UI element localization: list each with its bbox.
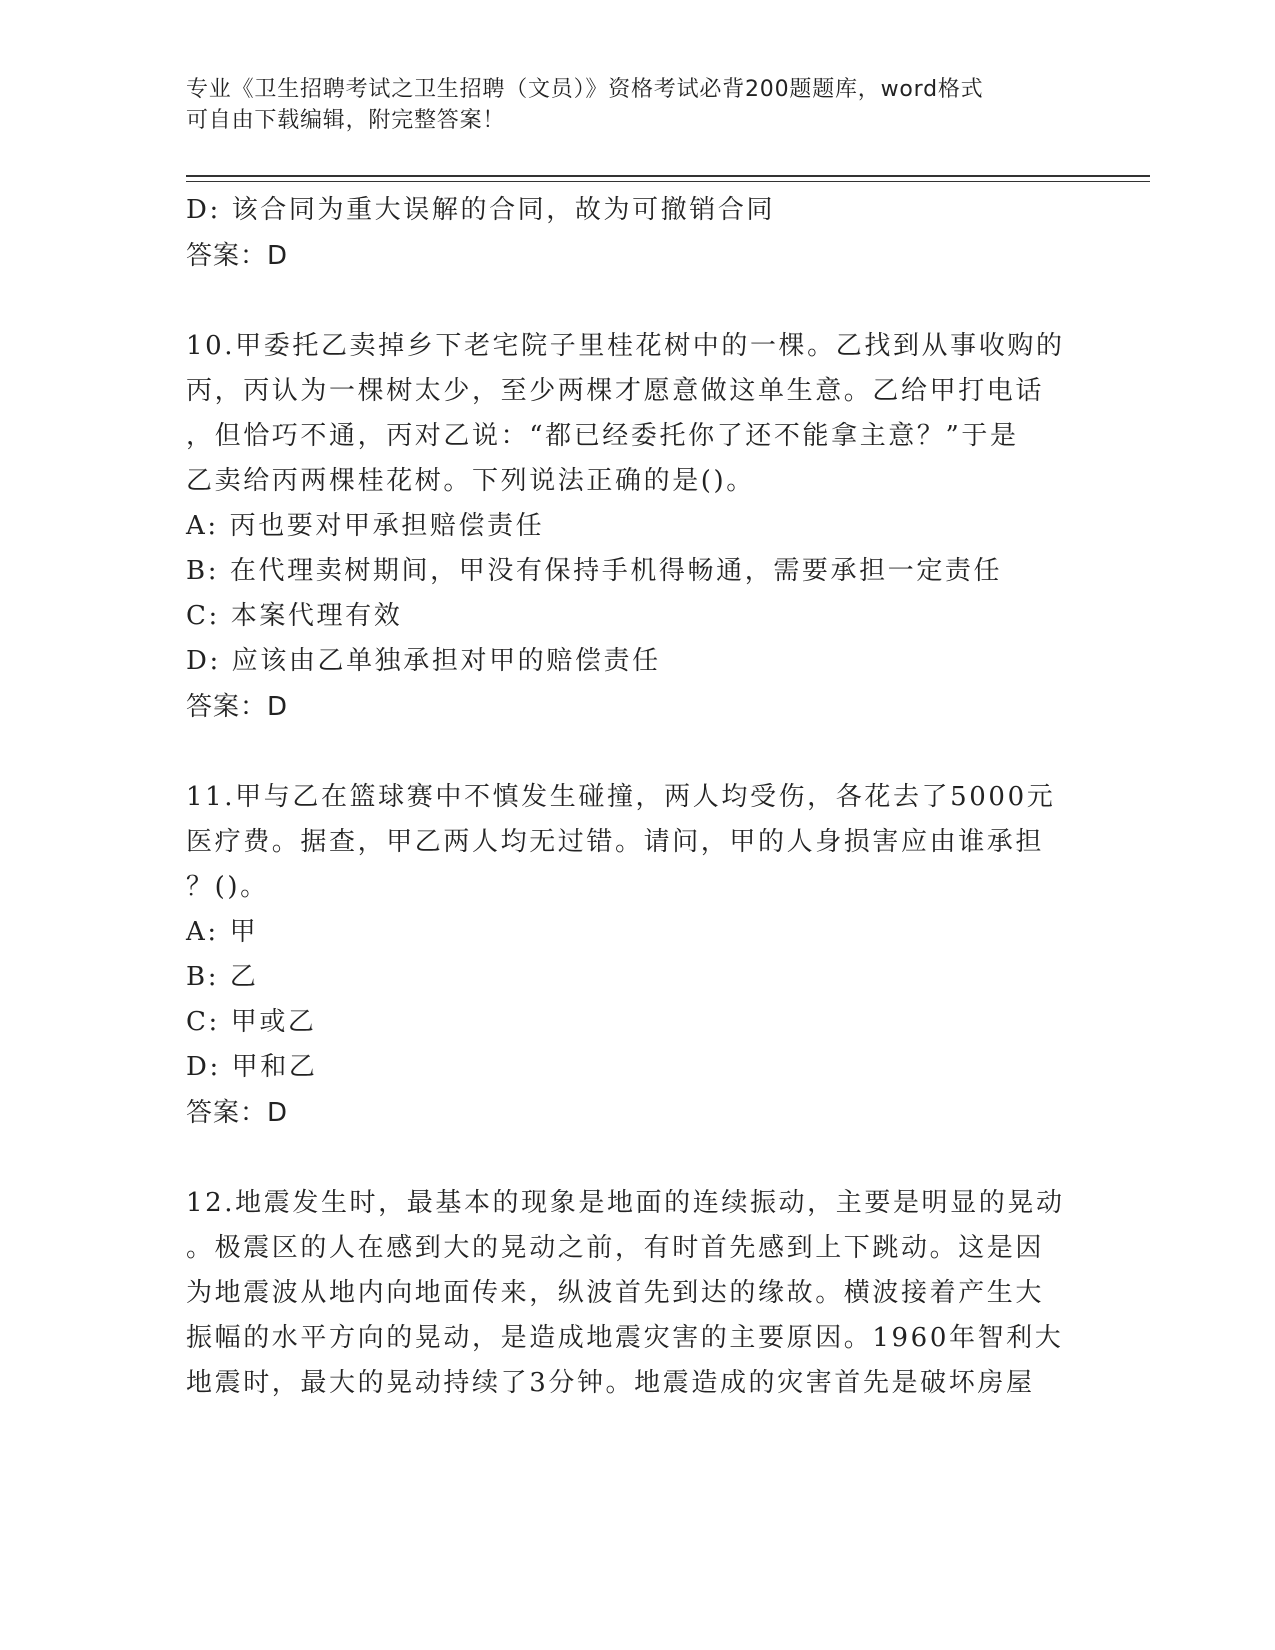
question-12	[186, 1181, 1096, 1406]
question-10-line-2: 丙，丙认为一棵树太少，至少两棵才愿意做这单生意。乙给甲打电话	[186, 376, 1045, 406]
question-11-line-1: 11.甲与乙在篮球赛中不慎发生碰撞，两人均受伤，各花去了5000元	[186, 782, 1056, 812]
question-11	[186, 775, 1096, 1136]
question-10-option-d: D: 应该由乙单独承担对甲的赔偿责任	[186, 646, 661, 676]
question-11-line-3: ？()。	[186, 872, 269, 902]
header-title-line-2: 可自由下载编辑，附完整答案！	[186, 108, 506, 133]
question-11-option-a: A: 甲	[186, 917, 259, 947]
question-11-option-b: B: 乙	[186, 962, 259, 992]
spacer	[186, 730, 1096, 775]
question-12-line-4: 振幅的水平方向的晃动，是造成地震灾害的主要原因。1960年智利大	[186, 1323, 1064, 1353]
prev-option-d: D: 该合同为重大误解的合同，故为可撤销合同	[186, 195, 776, 225]
prev-answer: 答案：D	[186, 241, 289, 271]
question-11-line-2: 医疗费。据查，甲乙两人均无过错。请问，甲的人身损害应由谁承担	[186, 827, 1045, 857]
header-rule-thick	[186, 175, 1150, 177]
document-body	[186, 188, 1096, 1406]
question-10-option-c: C: 本案代理有效	[186, 601, 403, 631]
header-rule-thin	[186, 181, 1150, 182]
question-10-option-b: B: 在代理卖树期间，甲没有保持手机得畅通，需要承担一定责任	[186, 556, 1003, 586]
question-11-option-d: D: 甲和乙	[186, 1052, 318, 1082]
page-header	[186, 74, 1066, 136]
question-12-line-1: 12.地震发生时，最基本的现象是地面的连续振动，主要是明显的晃动	[186, 1188, 1065, 1218]
question-11-answer: 答案：D	[186, 1098, 289, 1128]
question-10-line-3: ，但恰巧不通，丙对乙说：“都已经委托你了还不能拿主意？”于是	[186, 421, 1019, 451]
question-12-line-3: 为地震波从地内向地面传来，纵波首先到达的缘故。横波接着产生大	[186, 1278, 1045, 1308]
question-10-line-1: 10.甲委托乙卖掉乡下老宅院子里桂花树中的一棵。乙找到从事收购的	[186, 331, 1065, 361]
question-12-line-2: 。极震区的人在感到大的晃动之前，有时首先感到上下跳动。这是因	[186, 1233, 1045, 1263]
question-10-option-a: A: 丙也要对甲承担赔偿责任	[186, 511, 545, 541]
question-12-line-5: 地震时，最大的晃动持续了3分钟。地震造成的灾害首先是破坏房屋	[186, 1368, 1035, 1398]
spacer	[186, 279, 1096, 324]
question-10	[186, 324, 1096, 730]
question-11-option-c: C: 甲或乙	[186, 1007, 317, 1037]
question-10-answer: 答案：D	[186, 692, 289, 722]
header-title-line-1: 专业《卫生招聘考试之卫生招聘（文员）》资格考试必背200题题库，word格式	[186, 77, 984, 102]
spacer	[186, 1136, 1096, 1181]
question-10-line-4: 乙卖给丙两棵桂花树。下列说法正确的是()。	[186, 466, 755, 496]
